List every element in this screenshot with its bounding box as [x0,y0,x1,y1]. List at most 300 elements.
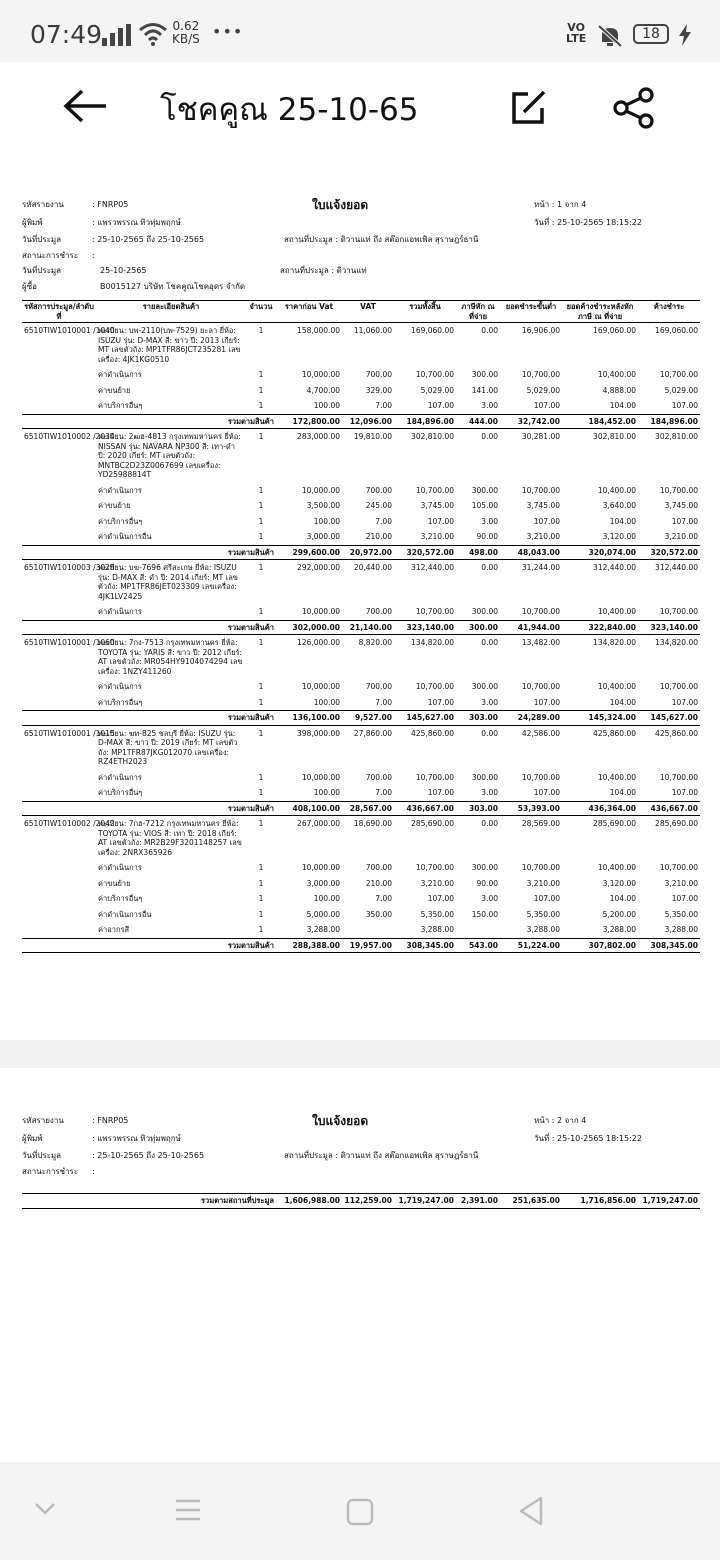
subtotal-after: 322,840.00 [562,620,638,635]
grand-total-after-tax: 1,716,856.00 [562,1194,638,1209]
clock: 07:49 [30,20,103,49]
menu-icon[interactable] [174,1498,202,1522]
subtotal-total: 184,896.00 [394,414,456,429]
vat: 27,860.00 [353,728,392,738]
total: 10,700.00 [415,607,454,616]
after-tax-balance: 285,690.00 [593,819,636,828]
after-tax-balance: 3,640.00 [602,501,636,510]
subtotal-wht: 303.00 [456,801,500,816]
quantity: 1 [258,563,264,572]
min-payment: 16,906.00 [521,326,560,335]
vat: 7.00 [375,894,392,903]
subtotal-owed: 184,896.00 [638,414,700,429]
subtotal-pre: 288,388.00 [276,938,342,953]
auction-date: 25-10-2565 ถึง 25-10-2565 [97,1151,205,1160]
column-header: ภาษีหัก ณ ที่จ่าย [456,301,500,323]
subtotal-total: 323,140.00 [394,620,456,635]
item-description: ค่าดำเนินการ [98,607,142,616]
network-speed: 0.62 KB/S [172,19,200,46]
min-payment: 10,700.00 [521,863,560,872]
auction-code [22,483,96,499]
table-row [22,816,700,861]
printer-name: แพรวพรรณ ทิวทุ่มพฤกษ์ [97,1134,181,1143]
owed: 10,700.00 [659,772,698,782]
withholding-tax: 0.00 [481,563,498,572]
owed: 10,700.00 [659,863,698,872]
vat [342,922,394,938]
quantity: 1 [258,772,264,782]
after-tax-balance: 425,860.00 [593,728,636,738]
vat: 19,810.00 [353,432,392,441]
subtotal-label: รวมตามสินค้า [96,620,276,635]
grand-total-vat: 112,259.00 [342,1194,394,1209]
venue: ดิวานแท่ ถึง สต๊อกแอพเพิล สุราษฎร์ธานี [340,1151,479,1160]
subtotal-pre: 408,100.00 [276,801,342,816]
table-row [22,770,700,786]
auction-code [22,860,96,876]
subtotal-label: รวมตามสินค้า [96,711,276,726]
table-row [22,560,700,605]
total: 5,350.00 [420,909,454,919]
item-description: ค่าขนย้าย [98,385,131,395]
pre-vat: 283,000.00 [297,432,340,441]
venue-label: สถานที่ประมูล : [284,235,339,244]
report-code-label: รหัสรายงาน [22,200,64,209]
owed: 107.00 [671,788,698,797]
quantity: 1 [258,370,264,379]
owed: 285,690.00 [655,819,698,828]
item-description: ค่าดำเนินการ [98,682,142,691]
min-payment: 107.00 [533,697,560,707]
owed: 10,700.00 [659,485,698,495]
table-row [22,922,700,938]
total: 10,700.00 [415,863,454,872]
withholding-tax: 0.00 [481,819,498,828]
venue: ดิวานแท่ ถึง สต๊อกแอพเพิล สุราษฎร์ธานี [340,235,479,244]
subtotal-pre: 172,800.00 [276,414,342,429]
grand-total-pre-vat: 1,606,988.00 [276,1194,342,1209]
total: 10,700.00 [415,370,454,379]
subtotal-wht: 300.00 [456,620,500,635]
withholding-tax: 300.00 [471,607,498,616]
document-page-1 [0,152,720,1040]
owed: 169,060.00 [655,326,698,335]
subtotal-row [22,545,700,560]
back-triangle-icon[interactable] [518,1496,544,1526]
total: 10,700.00 [415,682,454,691]
quantity: 1 [258,697,264,707]
subtotal-row [22,711,700,726]
withholding-tax: 105.00 [471,501,498,510]
min-payment: 10,700.00 [521,772,560,782]
vat: 700.00 [365,863,392,872]
withholding-tax: 0.00 [481,432,498,441]
pre-vat: 3,500.00 [306,501,340,510]
wifi-icon [138,22,168,46]
buyer-info [22,264,700,300]
pre-vat: 10,000.00 [301,485,340,495]
venue2-label: สถานที่ประมูล : [280,266,335,275]
pre-vat: 3,000.00 [306,532,340,541]
withholding-tax: 300.00 [471,485,498,495]
table-row [22,483,700,499]
subtotal-label: รวมตามสินค้า [96,414,276,429]
after-tax-balance: 10,400.00 [597,772,636,782]
auction-code [22,498,96,514]
venue-label: สถานที่ประมูล : [284,1151,339,1160]
print-date: วันที่ : 25-10-2565 18:15:22 [534,1134,642,1143]
after-tax-balance: 104.00 [609,401,636,410]
total: 10,700.00 [415,485,454,495]
auction-date2-label: วันที่ประมูล [22,266,62,275]
total: 134,820.00 [411,638,454,647]
grand-total-withholding: 2,391.00 [456,1194,500,1209]
subtotal-spacer [22,545,96,560]
vat: 7.00 [375,401,392,410]
auction-code [22,770,96,786]
quantity: 1 [258,909,264,919]
table-row [22,876,700,892]
subtotal-min: 53,393.00 [500,801,562,816]
min-payment: 107.00 [533,788,560,797]
subtotal-min: 41,944.00 [500,620,562,635]
total: 3,288.00 [420,925,454,934]
vat: 700.00 [365,370,392,379]
item-description: ค่าบริการอื่นๆ [98,516,143,526]
quantity: 1 [258,728,264,738]
item-description: ค่าขนย้าย [98,878,131,888]
owed: 107.00 [671,697,698,707]
withholding-tax: 0.00 [481,728,498,738]
quantity: 1 [258,385,264,395]
withholding-tax: 300.00 [471,863,498,872]
total: 3,745.00 [420,501,454,510]
subtotal-owed: 308,345.00 [638,938,700,953]
subtotal-after: 320,074.00 [562,545,638,560]
table-row [22,725,700,770]
auction-code: 6510TIW1010001 /1060 [24,638,115,647]
pre-vat: 4,700.00 [306,385,340,395]
item-description: ค่าขนย้าย [98,501,131,510]
item-description: ค่าดำเนินการ [98,772,142,782]
total: 169,060.00 [411,326,454,335]
column-header: จำนวน [246,301,276,323]
statement-table [22,300,700,953]
withholding-tax: 3.00 [481,697,498,707]
after-tax-balance: 5,200.00 [602,909,636,919]
after-tax-balance: 302,810.00 [593,432,636,441]
item-description: ค่าอากรสี [98,925,130,934]
quantity: 1 [258,516,264,526]
pre-vat: 100.00 [313,697,340,707]
total: 5,029.00 [420,385,454,395]
item-description: ทะเบียน: ฆท-825 ชลบุรี ยี่ห้อ: ISUZU รุ่น: D-MAX สี: ขาว ปี: 2019 เกียร์: MT เลขตัวถัง: MP1TFR87JKG012070 เลขเครื่อง: RZ4ETH2023 [98,728,238,766]
auction-code: 6510TIW1010002 /2042 [24,819,115,828]
pre-vat: 100.00 [313,401,340,410]
back-arrow-icon[interactable] [62,88,108,124]
auction-code [22,383,96,399]
page-title: โชคคูณ 25-10-65 [160,92,419,128]
quantity: 1 [258,326,264,335]
table-row [22,498,700,514]
quantity: 1 [258,878,264,888]
subtotal-after: 184,452.00 [562,414,638,429]
vat: 245.00 [365,501,392,510]
table-row [22,860,700,876]
owed: 3,745.00 [664,501,698,510]
table-row [22,604,700,620]
item-description: ค่าบริการอื่นๆ [98,894,143,903]
subtotal-pre: 299,600.00 [276,545,342,560]
pre-vat: 398,000.00 [297,728,340,738]
quantity: 1 [258,607,264,616]
vat: 210.00 [365,532,392,541]
venue2: ดิวานแท่ [336,266,367,275]
subtotal-total: 320,572.00 [394,545,456,560]
subtotal-spacer [22,938,96,953]
column-header: ค้างชำระ [638,301,700,323]
subtotal-vat: 21,140.00 [342,620,394,635]
subtotal-row [22,414,700,429]
subtotal-spacer [22,414,96,429]
quantity: 1 [258,401,264,410]
total: 107.00 [427,697,454,707]
subtotal-vat: 20,972.00 [342,545,394,560]
grand-total-min-payment: 251,635.00 [500,1194,562,1209]
auction-date: 25-10-2565 ถึง 25-10-2565 [97,235,205,244]
pre-vat: 100.00 [313,894,340,903]
pre-vat: 10,000.00 [301,772,340,782]
subtotal-wht: 543.00 [456,938,500,953]
subtotal-wht: 444.00 [456,414,500,429]
statement-document [22,152,700,953]
subtotal-total: 436,667.00 [394,801,456,816]
subtotal-spacer [22,711,96,726]
vat: 350.00 [365,909,392,919]
subtotal-row [22,801,700,816]
table-row [22,367,700,383]
quantity: 1 [258,894,264,903]
subtotal-vat: 28,567.00 [342,801,394,816]
after-tax-balance: 3,120.00 [602,878,636,888]
chevron-down-icon[interactable] [34,1502,56,1516]
bell-muted-icon [596,24,624,48]
subtotal-owed: 323,140.00 [638,620,700,635]
table-row [22,323,700,368]
pre-vat: 10,000.00 [301,682,340,691]
print-date: วันที่ : 25-10-2565 18:15:22 [534,218,642,227]
page-number: หน้า : 1 จาก 4 [534,200,587,209]
column-header: รายละเอียดสินค้า [96,301,246,323]
share-icon[interactable] [612,86,656,130]
withholding-tax: 90.00 [476,532,498,541]
withholding-tax: 300.00 [471,772,498,782]
quantity: 1 [258,485,264,495]
vat: 210.00 [365,878,392,888]
auction-code [22,907,96,923]
auction-code: 6510TIW1010001 /1015 [24,728,115,738]
printer-label: ผู้พิมพ์ [22,218,43,227]
table-row [22,529,700,545]
subtotal-min: 51,224.00 [500,938,562,953]
owed: 425,860.00 [655,728,698,738]
subtotal-label: รวมตามสินค้า [96,545,276,560]
report-code: FNRP05 [97,1116,129,1125]
owed: 5,350.00 [664,909,698,919]
column-header: รหัสการประมูล/ลำดับที่ [22,301,96,323]
item-description: ค่าดำเนินการ [98,863,142,872]
auction-code [22,876,96,892]
vat: 700.00 [365,607,392,616]
auction-code [22,604,96,620]
auction-code [22,367,96,383]
owed: 10,700.00 [659,607,698,616]
min-payment: 3,288.00 [526,925,560,934]
table-row [22,891,700,907]
owed: 3,210.00 [664,878,698,888]
after-tax-balance: 10,400.00 [597,370,636,379]
auction-date-label: วันที่ประมูล [22,235,62,244]
withholding-tax: 0.00 [481,638,498,647]
table-row [22,398,700,414]
total: 107.00 [427,788,454,797]
item-description: ค่าบริการอื่นๆ [98,788,143,797]
auction-date2: 25-10-2565 [100,266,147,275]
item-description: ค่าดำเนินการ [98,370,142,379]
table-row [22,679,700,695]
auction-code: 6510TIW1010002 /2034 [24,432,115,441]
vat: 700.00 [365,485,392,495]
min-payment: 42,586.00 [521,728,560,738]
min-payment: 3,210.00 [526,532,560,541]
min-payment: 3,745.00 [526,501,560,510]
pre-vat: 3,288.00 [306,925,340,934]
subtotal-vat: 9,527.00 [342,711,394,726]
statement-document-2 [22,1068,700,1209]
min-payment: 10,700.00 [521,607,560,616]
withholding-tax: 3.00 [481,516,498,526]
pre-vat: 267,000.00 [297,819,340,828]
table-row [22,785,700,801]
subtotal-wht: 498.00 [456,545,500,560]
total: 107.00 [427,516,454,526]
after-tax-balance: 4,888.00 [602,385,636,395]
pre-vat: 292,000.00 [297,563,340,572]
volte-icon: VO LTE [566,21,587,45]
pre-vat: 100.00 [313,516,340,526]
auction-code [22,398,96,414]
document-title: ใบแจ้งยอด [312,198,369,212]
subtotal-total: 145,627.00 [394,711,456,726]
after-tax-balance: 10,400.00 [597,607,636,616]
column-header: รวมทั้งสิ้น [394,301,456,323]
report-code-label: รหัสรายงาน [22,1116,64,1125]
pre-vat: 10,000.00 [301,607,340,616]
subtotal-after: 436,364.00 [562,801,638,816]
owed: 302,810.00 [655,432,698,441]
auction-code [22,922,96,938]
quantity: 1 [258,863,264,872]
withholding-tax: 90.00 [476,878,498,888]
subtotal-min: 32,742.00 [500,414,562,429]
item-description: ทะเบียน: บฆ-7696 ศรีสะเกษ ยี่ห้อ: ISUZU รุ่น: D-MAX สี: ดำ ปี: 2014 เกียร์: MT เลขตัวถัง: MP1TFR86JET023309 เลขเครื่อง: 4JK1LV2425 [98,563,238,601]
owed: 3,210.00 [664,532,698,541]
auction-code: 6510TIW1010003 /3028 [24,563,115,572]
pre-vat: 5,000.00 [306,909,340,919]
subtotal-row [22,938,700,953]
after-tax-balance: 134,820.00 [593,638,636,647]
home-icon[interactable] [346,1498,374,1526]
navigation-bar [0,1462,720,1560]
quantity: 1 [258,638,264,647]
owed: 107.00 [671,516,698,526]
grand-total-total: 1,719,247.00 [394,1194,456,1209]
vat: 20,440.00 [353,563,392,572]
vat: 8,820.00 [358,638,392,647]
total: 107.00 [427,401,454,410]
withholding-tax: 141.00 [471,385,498,395]
column-header: ยอดชำระขั้นต่ำ [500,301,562,323]
payment-status-label: สถานะการชำระ [22,251,79,260]
after-tax-balance: 3,120.00 [602,532,636,541]
subtotal-total: 308,345.00 [394,938,456,953]
subtotal-spacer [22,801,96,816]
status-bar [0,0,720,62]
min-payment: 28,569.00 [521,819,560,828]
subtotal-owed: 320,572.00 [638,545,700,560]
subtotal-pre: 302,000.00 [276,620,342,635]
subtotal-wht: 303.00 [456,711,500,726]
item-description: ทะเบียน: บพ-2110(บพ-7529) ยะลา ยี่ห้อ: ISUZU รุ่น: D-MAX สี: ขาว ปี: 2013 เกียร์: MT เลขตัวถัง: MP1TFR86JCT235281 เลขเครื่อง: 4JK1KG0510 [98,326,241,364]
edit-icon[interactable] [508,88,548,126]
subtotal-label: รวมตามสินค้า [96,801,276,816]
document-page-2 [0,1068,720,1462]
total: 312,440.00 [411,563,454,572]
withholding-tax: 150.00 [471,909,498,919]
vat: 700.00 [365,772,392,782]
printer-label: ผู้พิมพ์ [22,1134,43,1143]
subtotal-owed: 436,667.00 [638,801,700,816]
min-payment: 3,210.00 [526,878,560,888]
owed: 5,029.00 [664,385,698,395]
charging-icon [678,24,692,46]
vat: 7.00 [375,516,392,526]
subtotal-owed: 145,627.00 [638,711,700,726]
owed: 312,440.00 [655,563,698,572]
vat: 7.00 [375,788,392,797]
subtotal-row [22,620,700,635]
pre-vat: 158,000.00 [297,326,340,335]
pre-vat: 10,000.00 [301,863,340,872]
subtotal-vat: 12,096.00 [342,414,394,429]
withholding-tax [456,922,500,938]
table-row [22,635,700,680]
after-tax-balance: 10,400.00 [597,682,636,691]
owed: 107.00 [671,401,698,410]
owed: 134,820.00 [655,638,698,647]
after-tax-balance: 3,288.00 [602,925,636,934]
quantity: 1 [258,788,264,797]
column-header: VAT [342,301,394,323]
more-status-icon: ••• [212,22,244,41]
min-payment: 31,244.00 [521,563,560,572]
quantity: 1 [258,819,264,828]
battery-icon: 18 [633,24,669,44]
total: 107.00 [427,894,454,903]
min-payment: 107.00 [533,516,560,526]
quantity: 1 [258,925,264,934]
min-payment: 10,700.00 [521,682,560,691]
